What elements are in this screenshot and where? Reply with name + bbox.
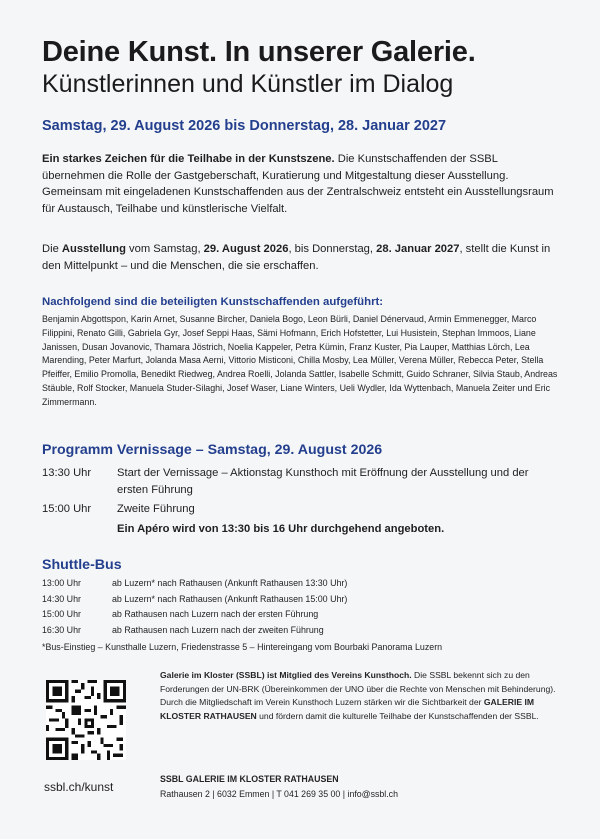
program-time: 13:30 Uhr <box>42 467 92 479</box>
program-time: 15:00 Uhr <box>42 503 92 515</box>
shuttle-time: 14:30 Uhr <box>42 593 81 604</box>
exhibition-text-4: , stellt die Kunst in den Mittelpunkt – und die Menschen, die sie erschaffen. <box>42 243 551 272</box>
intro-rest: Die Kunstschaffenden der SSBL übernehmen die Rolle der Gastgeberschaft, Kuratierung und Mitgestaltung dieser Ausstellung. Gemeinsam mit eingeladenen Kunstschaffenden aus der Zentralschweiz entsteht ein Ausstellungsraum für Austausch, Teilhabe und künstlerische Vielfalt. <box>42 153 554 215</box>
exhibition-end-date: 28. Januar 2027 <box>376 243 460 255</box>
shuttle-time: 13:00 Uhr <box>42 578 81 588</box>
exhibition-paragraph <box>42 241 562 274</box>
exhibition-start-date: 29. August 2026 <box>203 243 289 255</box>
shuttle-route: ab Rathausen nach Luzern nach der zweiten Führung <box>112 624 324 635</box>
page-title: Deine Kunst. In unserer Galerie. <box>42 36 476 68</box>
program-description: Zweite Führung <box>117 503 195 515</box>
gallery-name: GALERIE IM KLOSTER RATHAUSEN <box>160 697 534 721</box>
artists-list: Benjamin Abgottspon, Karin Arnet, Susanne Bircher, Daniela Bogo, Leon Bürli, Daniel Dénervaud, Armin Emmenegger, Marco Filippini, Renato Gilli, Gabriela Gyr, Josef Seppi Haas, Sämi Hofmann, Erich Hofstetter, Lui Husistein, Stephan Immoos, Liane Janissen, Dusan Jovanovic, Thamara Jöstrich, Noelia Kappeler, Petra Kümin, Franz Kuster, Pia Lauper, Matthias Lörch, Lea Marending, Peter Marfurt, Jolanda Masa Aerni, Vittorio Misticoni, Chilla Mosby, Lea Müller, Verena Müller, Rebecca Peter, Stella Pfeiffer, Emilio Promolla, Benedikt Riedweg, Andrea Roelli, Jolanda Sattler, Isabelle Schmitt, Guido Schraner, Silvia Staub, Andreas Stäuble, Rolf Stocker, Manuela Studer-Silaghi, Josef Waser, Liane Winters, Ueli Wydler, Ida Wyttenbach, Manuela Zeiter und Eric Zimmermann. <box>42 314 558 407</box>
membership-body-1: Die SSBL bekennt sich zu den Forderungen der UN-BRK (Übereinkommen der UNO über die Rechte von Menschen mit Behinderung). Durch die Mitgliedschaft im Verein Kunsthoch Luzern stärken wir die Sichtbarkeit der <box>160 670 556 708</box>
shuttle-time: 15:00 Uhr <box>42 609 81 619</box>
shuttle-heading: Shuttle-Bus <box>42 557 122 573</box>
shuttle-note: *Bus-Einstieg – Kunsthalle Luzern, Friedenstrasse 5 – Hintereingang vom Bourbaki Panorama Luzern <box>42 642 443 652</box>
qr-code-icon[interactable] <box>46 680 126 760</box>
qr-url[interactable]: ssbl.ch/kunst <box>44 780 114 794</box>
program-heading: Programm Vernissage – Samstag, 29. August 2026 <box>42 442 383 458</box>
date-range: Samstag, 29. August 2026 bis Donnerstag, 28. Januar 2027 <box>42 118 447 134</box>
membership-body-2: und fördern damit die kulturelle Teilhabe der Kunstschaffenden der SSBL. <box>256 710 539 721</box>
membership-text <box>160 669 560 723</box>
shuttle-route: ab Rathausen nach Luzern nach der ersten Führung <box>112 609 319 619</box>
exhibition-text-3: , bis Donnerstag, <box>288 243 377 255</box>
artists-heading: Nachfolgend sind die beteiligten Kunstschaffenden aufgeführt: <box>42 296 384 308</box>
exhibition-text-2: vom Samstag, <box>125 243 204 255</box>
program-description: Start der Vernissage – Aktionstag Kunsthoch mit Eröffnung der Ausstellung und der ersten Führung <box>117 467 529 496</box>
organization-name: SSBL GALERIE IM KLOSTER RATHAUSEN <box>160 774 339 784</box>
page-subtitle: Künstlerinnen und Künstler im Dialog <box>42 70 454 98</box>
exhibition-bold-1: Ausstellung <box>61 243 126 255</box>
exhibition-text-1: Die <box>42 243 62 255</box>
shuttle-route: ab Luzern* nach Rathausen (Ankunft Rathausen 15:00 Uhr) <box>112 593 348 604</box>
intro-paragraph <box>42 151 562 217</box>
shuttle-route: ab Luzern* nach Rathausen (Ankunft Rathausen 13:30 Uhr) <box>112 578 348 588</box>
contact-address: Rathausen 2 | 6032 Emmen | T 041 269 35 00 | info@ssbl.ch <box>160 789 398 799</box>
membership-lead: Galerie im Kloster (SSBL) ist Mitglied des Vereins Kunsthoch. <box>160 670 412 680</box>
intro-lead: Ein starkes Zeichen für die Teilhabe in der Kunstszene. <box>42 153 335 165</box>
shuttle-time: 16:30 Uhr <box>42 624 81 635</box>
apero-note: Ein Apéro wird von 13:30 bis 16 Uhr durchgehend angeboten. <box>117 523 445 535</box>
